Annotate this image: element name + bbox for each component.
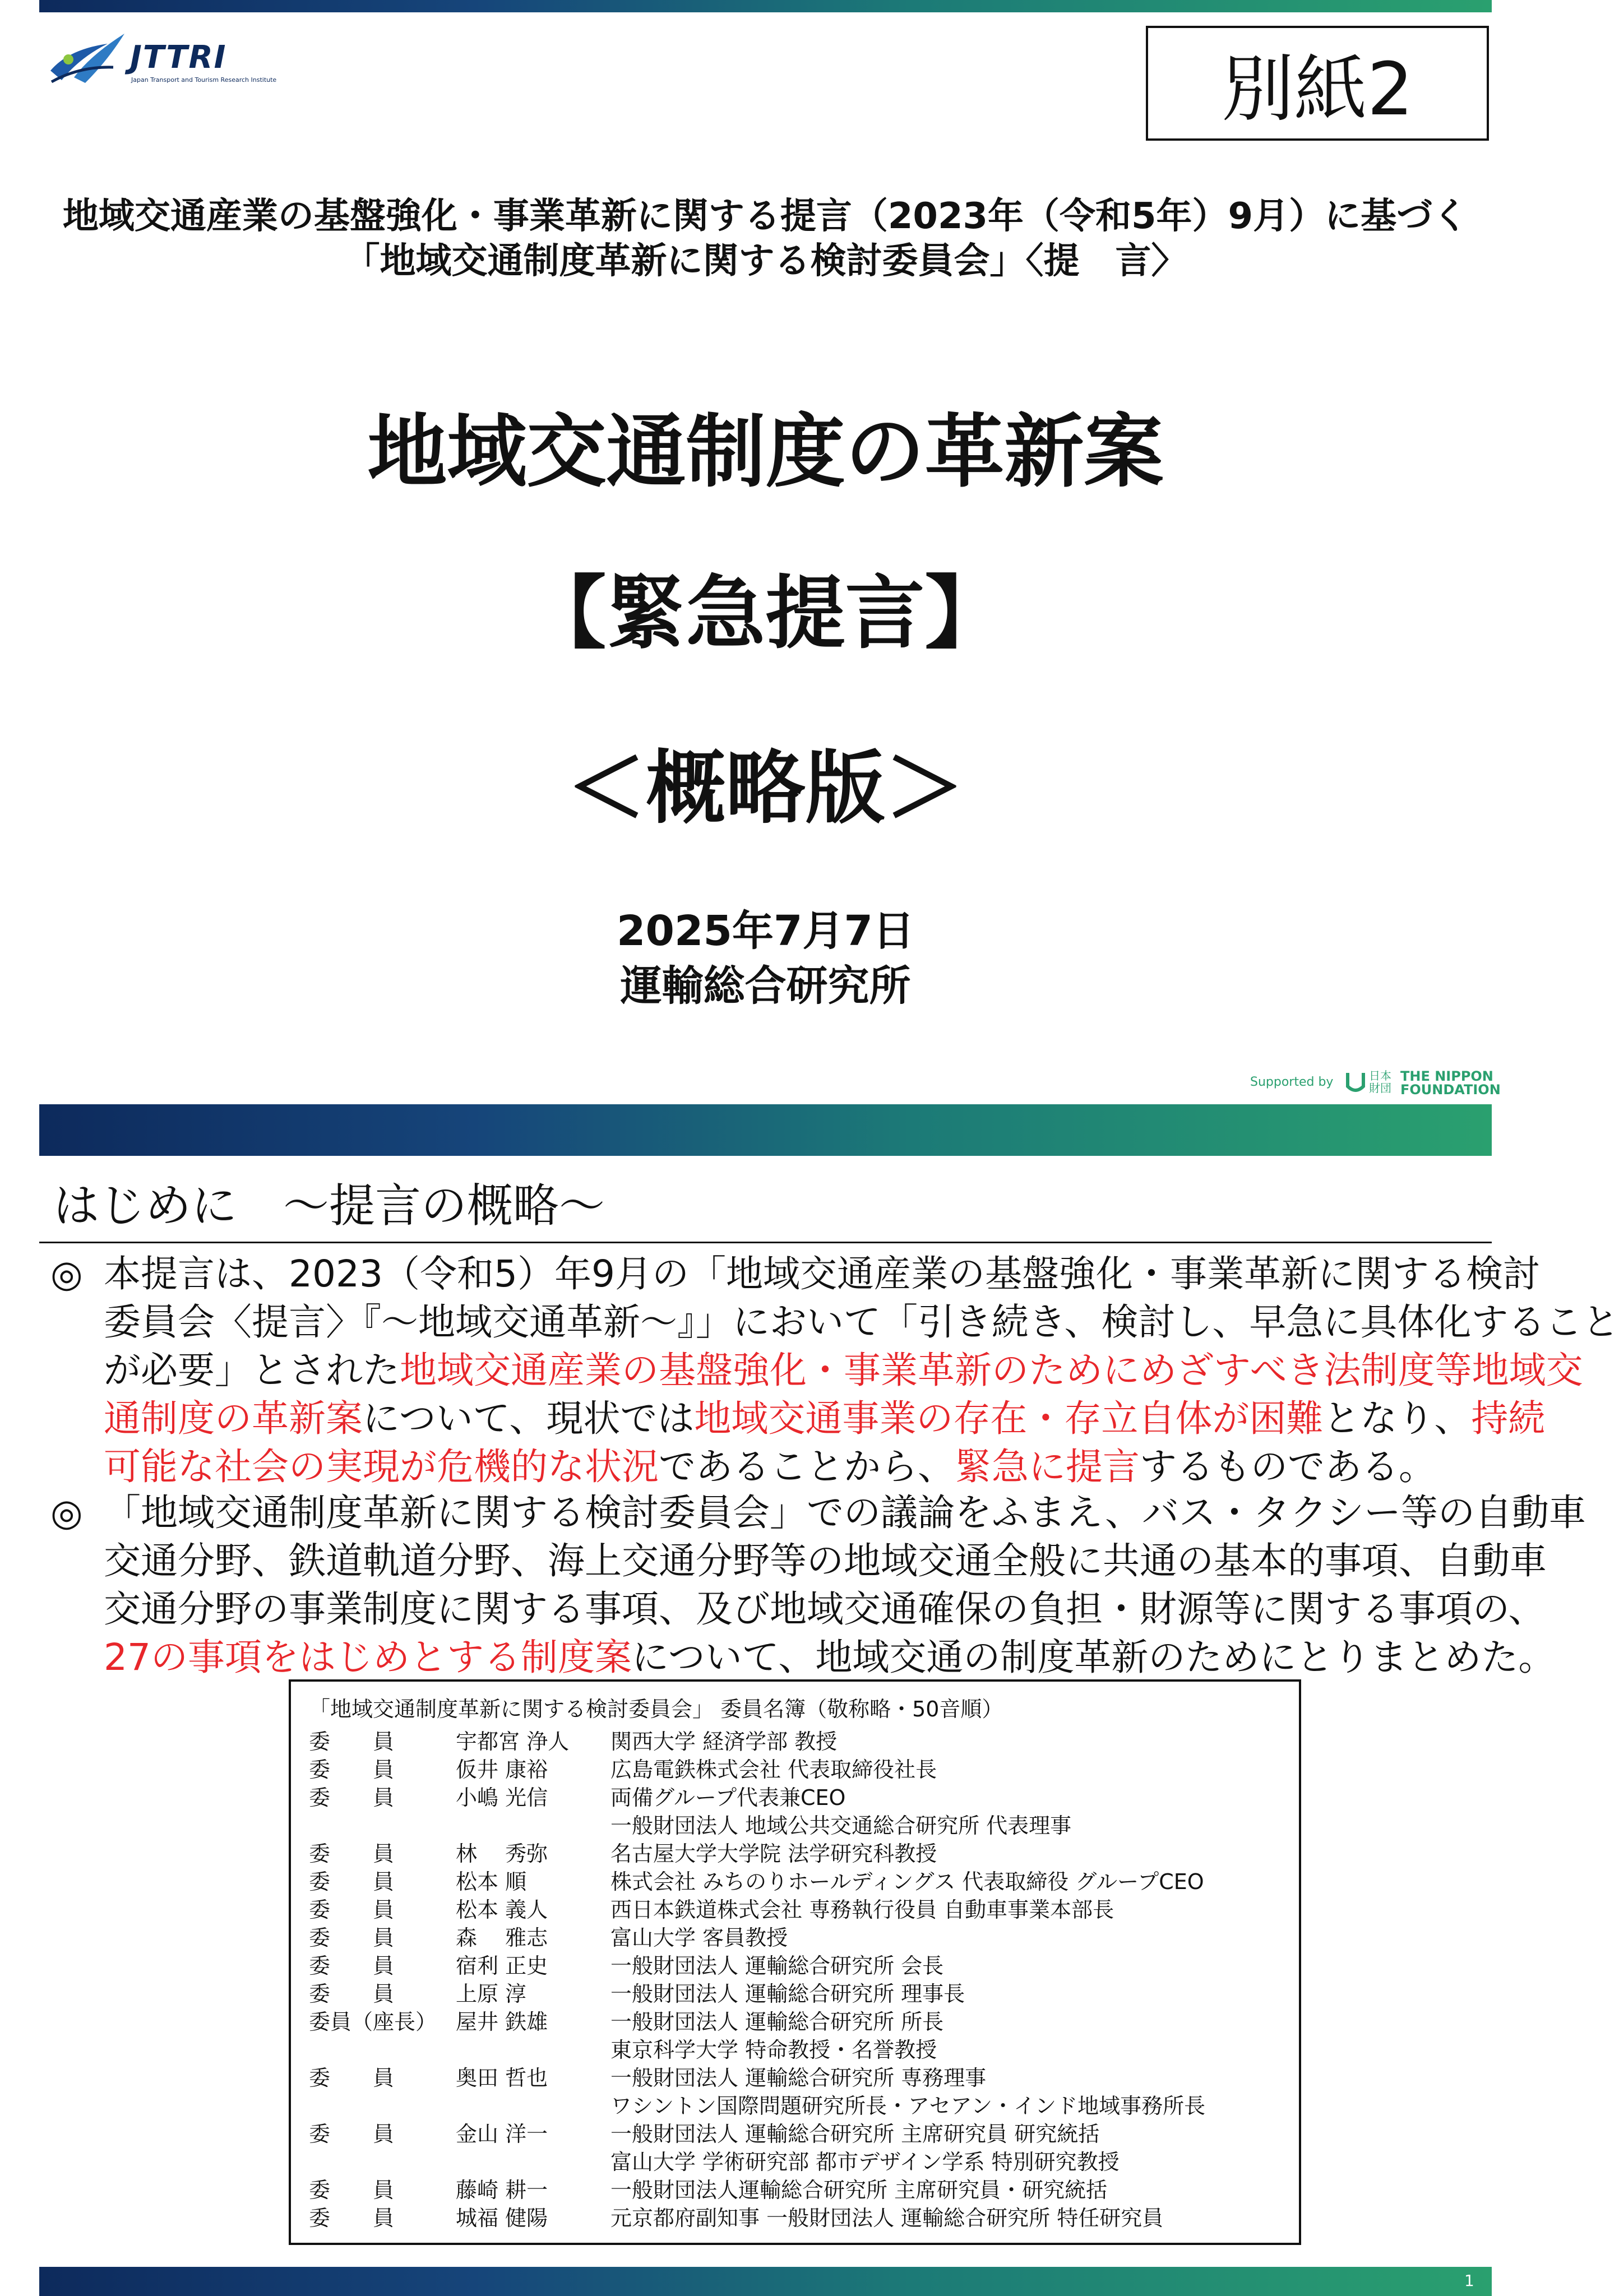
committee-role: 委 員 bbox=[309, 1954, 395, 1978]
paragraph-line bbox=[104, 1395, 1546, 1443]
top-accent-bar bbox=[39, 0, 1492, 12]
section-heading-rule bbox=[39, 1242, 1492, 1243]
committee-role: 委 員 bbox=[309, 1729, 395, 1754]
committee-member-name: 上原 淳 bbox=[456, 1982, 527, 2006]
body-text: が必要」とされた bbox=[104, 1349, 400, 1392]
bottom-footer-bar bbox=[39, 2267, 1492, 2296]
sponsor-logo bbox=[1250, 1066, 1501, 1098]
summary-paragraph-1 bbox=[50, 1250, 1619, 1497]
paragraph-line bbox=[104, 1489, 1586, 1537]
attachment-label: 別紙2 bbox=[1146, 26, 1489, 141]
sponsor-kanji: 日本財団 bbox=[1369, 1069, 1391, 1095]
body-text: するものである。 bbox=[1140, 1445, 1436, 1488]
body-text: であることから、 bbox=[659, 1445, 955, 1488]
jttri-logo bbox=[46, 27, 281, 89]
supported-by-label: Supported by bbox=[1250, 1075, 1334, 1089]
sponsor-name-line1: THE NIPPON bbox=[1400, 1068, 1493, 1084]
cover-date: 2025年7月7日 bbox=[617, 907, 914, 955]
highlight-text: 可能な社会の実現が危機的な状況 bbox=[104, 1445, 659, 1488]
jttri-logo-mark-icon bbox=[46, 27, 130, 89]
committee-affiliation: 西日本鉄道株式会社 専務執行役員 自動車事業本部長 bbox=[610, 1897, 1114, 1922]
summary-paragraph-2 bbox=[50, 1489, 1586, 1685]
committee-role: 委 員 bbox=[309, 2178, 395, 2202]
committee-role: 委 員 bbox=[309, 2066, 395, 2090]
cover-title-version: ＜概略版＞ bbox=[566, 742, 965, 835]
body-text: 交通分野の事業制度に関する事項、及び地域交通確保の負担・財源等に関する事項の、 bbox=[104, 1587, 1546, 1631]
cover-subtitle-line1: 地域交通産業の基盤強化・事業革新に関する提言（2023年（令和5年）9月）に基づく bbox=[62, 196, 1469, 237]
committee-affiliation: 一般財団法人 運輸総合研究所 所長 bbox=[610, 2010, 944, 2034]
summary-paragraph-2-text bbox=[50, 1489, 1586, 1682]
committee-member-name: 城福 健陽 bbox=[456, 2206, 548, 2230]
body-text: について、現状では bbox=[363, 1397, 695, 1440]
paragraph-line bbox=[104, 1298, 1619, 1346]
paragraph-line bbox=[104, 1250, 1540, 1298]
body-text: 本提言は、2023（令和5）年9月の「地域交通産業の基盤強化・事業革新に関する検討 bbox=[104, 1252, 1540, 1295]
committee-member-name: 松本 順 bbox=[456, 1869, 527, 1894]
page-number: 1 bbox=[1464, 2271, 1474, 2290]
committee-affiliation: 一般財団法人 運輸総合研究所 理事長 bbox=[610, 1982, 965, 2006]
committee-title: 「地域交通制度革新に関する検討委員会」 委員名簿（敬称略・50音順） bbox=[309, 1697, 1003, 1721]
paragraph-line bbox=[104, 1537, 1547, 1585]
committee-member-name: 松本 義人 bbox=[456, 1897, 548, 1922]
sponsor-name-line2: FOUNDATION bbox=[1400, 1082, 1501, 1098]
highlight-text: 通制度の革新案 bbox=[104, 1397, 363, 1440]
highlight-text: 27の事項をはじめとする制度案 bbox=[104, 1636, 632, 1679]
committee-member-name: 奥田 哲也 bbox=[456, 2066, 548, 2090]
committee-affiliation: 一般財団法人 運輸総合研究所 専務理事 bbox=[610, 2066, 987, 2090]
committee-affiliation: 関西大学 経済学部 教授 bbox=[610, 1729, 838, 1754]
paragraph-line bbox=[104, 1443, 1497, 1491]
summary-paragraph-1-text bbox=[50, 1250, 1619, 1491]
committee-member-name: 屋井 鉄雄 bbox=[456, 2010, 548, 2034]
committee-affiliation: 一般財団法人 運輸総合研究所 会長 bbox=[610, 1954, 944, 1978]
committee-affiliation: 広島電鉄株式会社 代表取締役社長 bbox=[610, 1757, 937, 1782]
committee-member-name: 藤崎 耕一 bbox=[456, 2178, 548, 2202]
committee-role: 委 員 bbox=[309, 1897, 395, 1922]
committee-role: 委 員 bbox=[309, 1982, 395, 2006]
committee-affiliation: 富山大学 客員教授 bbox=[610, 1925, 788, 1950]
committee-role: 委 員 bbox=[309, 1869, 395, 1894]
body-text: となり、 bbox=[1323, 1397, 1472, 1440]
nippon-foundation-mark-icon bbox=[1344, 1070, 1367, 1094]
committee-role: 委 員 bbox=[309, 1785, 395, 1810]
committee-roster bbox=[289, 1679, 1301, 2245]
committee-role: 委 員 bbox=[309, 1925, 395, 1950]
committee-member-name: 小嶋 光信 bbox=[456, 1785, 548, 1810]
committee-role: 委 員 bbox=[309, 2122, 395, 2146]
committee-affiliation: 両備グループ代表兼CEO bbox=[610, 1785, 846, 1810]
committee-role: 委 員 bbox=[309, 1841, 395, 1866]
committee-affiliation: 一般財団法人 運輸総合研究所 主席研究員 研究統括 bbox=[610, 2122, 1100, 2146]
cover-title-sub: 【緊急提言】 bbox=[526, 567, 1005, 660]
cover-organization: 運輸総合研究所 bbox=[620, 962, 911, 1010]
committee-affiliation: 一般財団法人 地域公共交通総合研究所 代表理事 bbox=[610, 1813, 1072, 1838]
committee-member-name: 金山 洋一 bbox=[456, 2122, 548, 2146]
committee-affiliation: ワシントン国際問題研究所長・アセアン・インド地域事務所長 bbox=[610, 2094, 1206, 2118]
bullet-mark-icon: ◎ bbox=[50, 1252, 83, 1295]
committee-affiliation: 富山大学 学術研究部 都市デザイン学系 特別研究教授 bbox=[610, 2150, 1120, 2174]
section-heading: はじめに ～提言の概略～ bbox=[53, 1179, 605, 1233]
logo-text: JTTRI bbox=[130, 39, 227, 76]
cover-title: 地域交通制度の革新案 bbox=[367, 406, 1164, 498]
committee-affiliation: 元京都府副知事 一般財団法人 運輸総合研究所 特任研究員 bbox=[610, 2206, 1164, 2230]
logo-subtext: Japan Transport and Tourism Research Institute bbox=[131, 76, 277, 84]
committee-role: 委 員 bbox=[309, 2206, 395, 2230]
body-text: 委員会〈提言〉『～地域交通革新～』」において「引き続き、検討し、早急に具体化すること bbox=[104, 1300, 1619, 1344]
committee-member-name: 宿利 正史 bbox=[456, 1954, 548, 1978]
committee-member-name: 森 雅志 bbox=[456, 1925, 548, 1950]
highlight-text: 持続 bbox=[1471, 1397, 1546, 1440]
committee-member-name: 林 秀弥 bbox=[456, 1841, 548, 1866]
body-text: 「地域交通制度革新に関する検討委員会」での議論をふまえ、バス・タクシー等の自動車 bbox=[104, 1491, 1586, 1534]
committee-affiliation: 東京科学大学 特命教授・名誉教授 bbox=[610, 2038, 937, 2062]
paragraph-line bbox=[104, 1585, 1546, 1633]
committee-role: 委 員 bbox=[309, 1757, 395, 1782]
body-text: 交通分野、鉄道軌道分野、海上交通分野等の地域交通全般に共通の基本的事項、自動車 bbox=[104, 1539, 1547, 1582]
highlight-text: 緊急に提言 bbox=[955, 1445, 1140, 1488]
committee-affiliation: 名古屋大学大学院 法学研究科教授 bbox=[610, 1841, 937, 1866]
committee-affiliation: 一般財団法人運輸総合研究所 主席研究員・研究統括 bbox=[610, 2178, 1108, 2202]
section-header-bar bbox=[39, 1104, 1492, 1156]
committee-role: 委員（座長） bbox=[309, 2010, 437, 2034]
paragraph-line bbox=[104, 1346, 1583, 1395]
paragraph-line bbox=[104, 1633, 1556, 1682]
body-text: について、地域交通の制度革新のためにとりまとめた。 bbox=[631, 1636, 1556, 1679]
committee-affiliation: 株式会社 みちのりホールディングス 代表取締役 グループCEO bbox=[610, 1869, 1204, 1894]
cover-subtitle-line2: 「地域交通制度革新に関する検討委員会」〈提 言〉 bbox=[344, 240, 1187, 282]
committee-member-name: 仮井 康裕 bbox=[456, 1757, 548, 1782]
highlight-text: 地域交通産業の基盤強化・事業革新のためにめざすべき法制度等地域交 bbox=[400, 1349, 1583, 1392]
highlight-text: 地域交通事業の存在・存立自体が困難 bbox=[694, 1397, 1324, 1440]
bullet-mark-icon: ◎ bbox=[50, 1491, 83, 1534]
committee-member-name: 宇都宮 浄人 bbox=[456, 1729, 570, 1754]
